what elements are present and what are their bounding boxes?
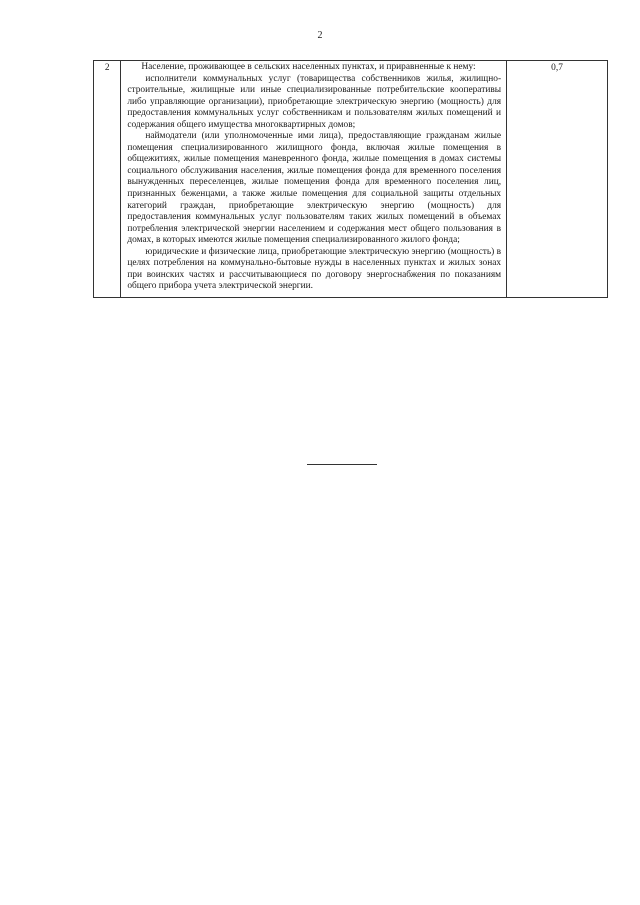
description-paragraph: наймодатели (или уполномоченные ими лица), предоставляющие гражданам жилые помещения специализированного жилищного фонда, включая жилые помещения в общежитиях, жилые помещения маневренного фонда, жилые помещения в домах системы социального обслуживания населения, жилые помещения фонда для временного поселения вынужденных переселенцев, жилые помещения фонда для временного поселения лиц, признанных беженцами, а также жилые помещения для социальной защиты отдельных категорий граждан, приобретающие электрическую энергию (мощность) для предоставления коммунальных услуг пользователям таких жилых помещений в объемах потребления электрической энергии населением и содержания мест общего пользования в домах, в которых имеются жилые помещения специализированного жилого фонда; <box>127 131 502 246</box>
description-paragraph: Население, проживающее в сельских населенных пунктах, и приравненные к нему: <box>141 62 476 72</box>
table-row <box>94 61 608 298</box>
separator-line <box>307 464 377 465</box>
tariff-table <box>93 60 608 298</box>
coefficient-cell: 0,7 <box>507 61 608 298</box>
row-description-cell <box>121 61 507 298</box>
page-number: 2 <box>317 30 323 41</box>
description-paragraph: юридические и физические лица, приобретающие электрическую энергию (мощность) в целях потребления на коммунально-бытовые нужды в населенных пунктах и жилых зонах при воинских частях и рассчитывающиеся по договору энергоснабжения по показаниям общего прибора учета электрической энергии. <box>127 246 502 292</box>
row-number-cell: 2 <box>94 61 121 298</box>
description-paragraph: исполнители коммунальных услуг (товарищества собственников жилья, жилищно-строительные, жилищные или иные специализированные потребительские кооперативы либо управляющие организации), приобретающие электрическую энергию (мощность) для предоставления коммунальных услуг собственникам и пользователям жилых помещений и содержания общего имущества многоквартирных домов; <box>127 73 502 130</box>
